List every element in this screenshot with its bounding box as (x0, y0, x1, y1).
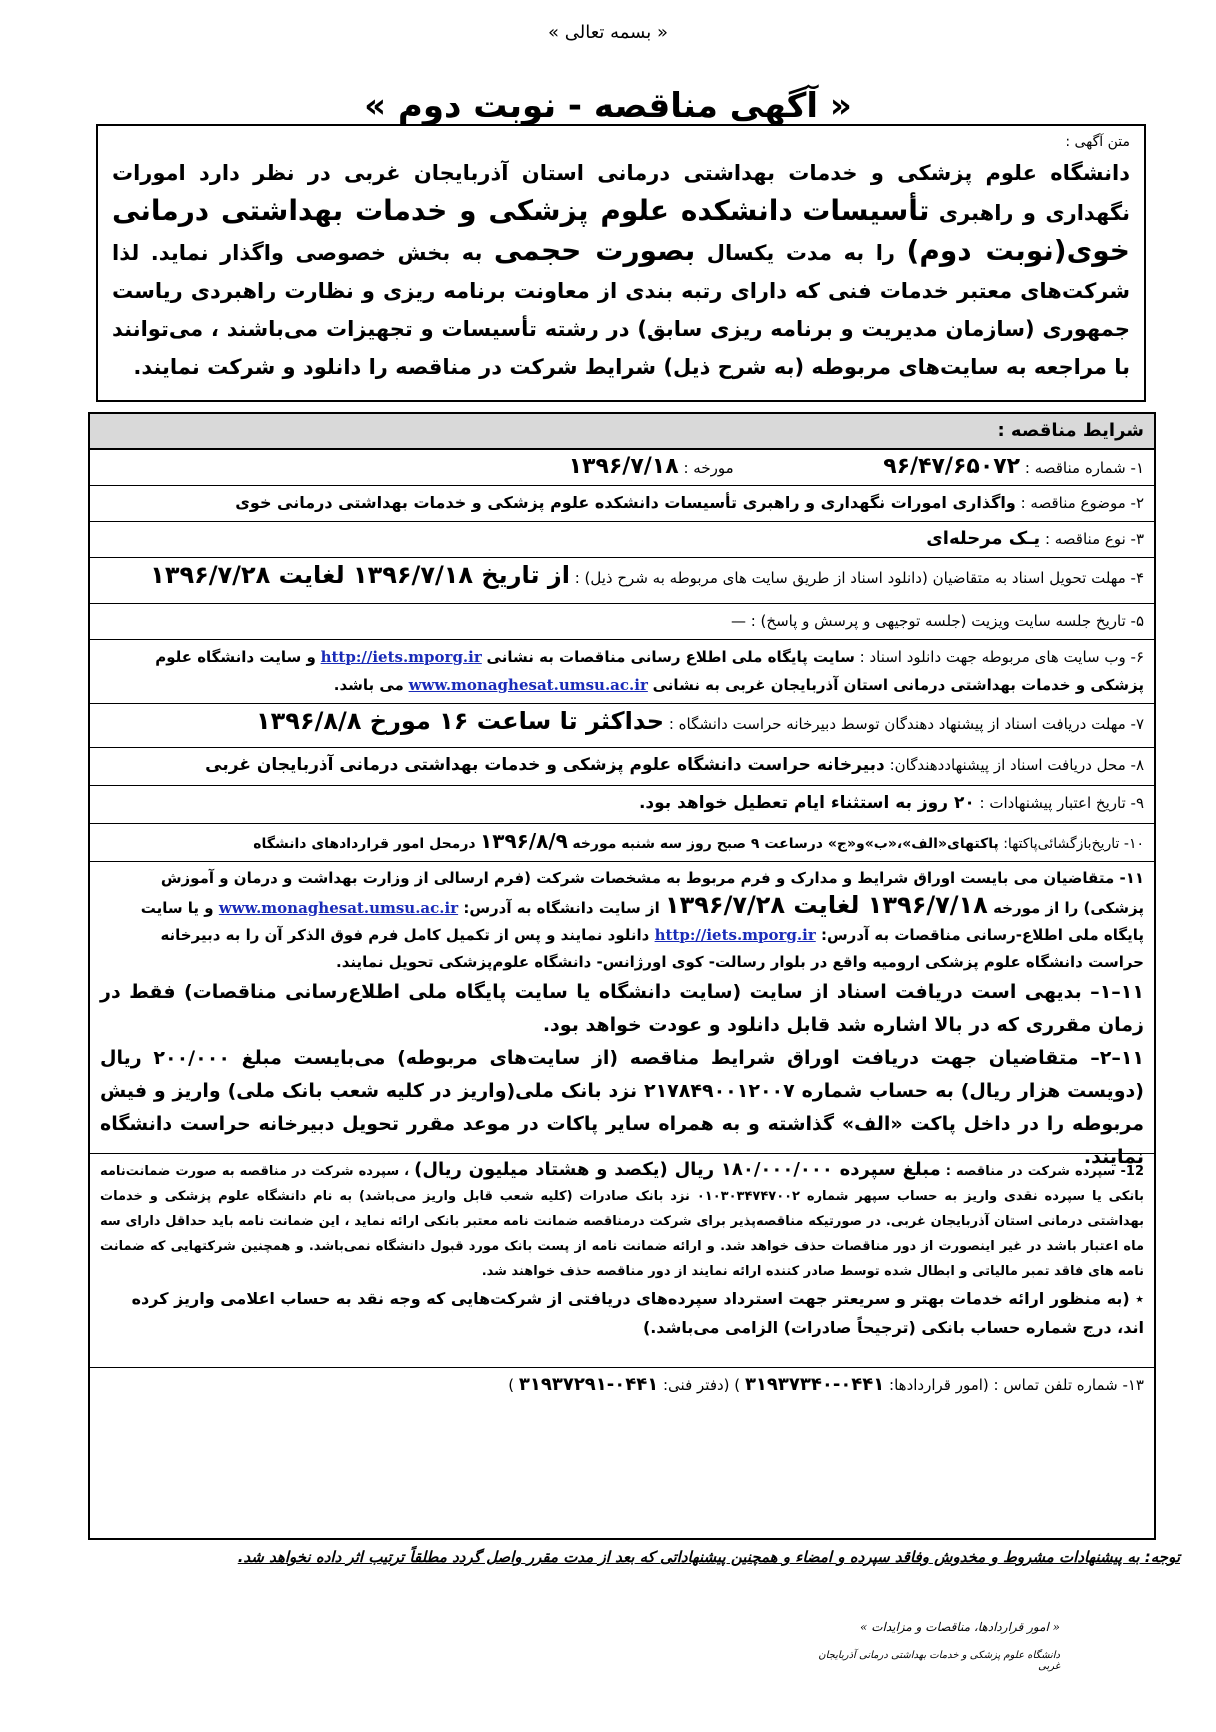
row13-mid: ) (دفتر فنی: (663, 1376, 741, 1394)
row8-label: ۸- محل دریافت اسناد از پیشنهاددهندگان: (889, 756, 1144, 774)
page-title: « آگهی مناقصه - نوبت دوم » (364, 86, 852, 126)
receive-place: دبیرخانه حراست دانشگاه علوم پزشکی و خدمات بهداشتی درمانی آذربایجان غربی (205, 755, 885, 775)
row3-label: ۳- نوع مناقصه : (1044, 530, 1144, 548)
row6-v2: و سایت دانشگاه علوم پزشکی و خدمات بهداشتی درمانی استان آذربایجان غربی به نشانی (155, 648, 1144, 694)
intro-text (112, 154, 1130, 386)
monaghesat-link[interactable]: www.monaghesat.umsu.ac.ir (408, 676, 648, 694)
row10-v1: پاکتهای«الف»،«ب»و«ج» درساعت ۹ صبح روز سه شنبه مورخه (572, 836, 999, 852)
phone-contracts: ۰۴۴۱-۳۱۹۳۷۳۴۰ (744, 1374, 885, 1395)
footer-note: توجه: به پیشنهادات مشروط و مخدوش وفاقد سپرده و امضاء و همچنین پیشنهاداتی که بعد از مدت مقرر واصل گردد مطلقاً ترتیب اثر داده نخواهد شد. (237, 1548, 1180, 1566)
row-delivery-deadline (90, 558, 1154, 604)
tender-type: یـک مرحله‌ای (926, 528, 1041, 549)
signature (800, 1620, 1060, 1680)
row-11 (90, 862, 1154, 1168)
row11-iets-link[interactable]: http://iets.mporg.ir (654, 926, 816, 944)
row13-end: ) (508, 1376, 515, 1394)
intro-label: متن آگهی : (1065, 134, 1130, 150)
row6-v1: سایت پایگاه ملی اطلاع رسانی مناقصات به نشانی (486, 648, 855, 666)
delivery-range: از تاریخ ۱۳۹۶/۷/۱۸ لغایت ۱۳۹۶/۷/۲۸ (150, 561, 570, 589)
intro-p2: را به مدت یکسال (706, 241, 895, 265)
conditions-box (88, 412, 1156, 1540)
row11-l3: و یا سایت پایگاه ملی اطلاع-رسانی مناقصات به آدرس: (140, 899, 1144, 944)
opening-date: ۱۳۹۶/۸/۹ (480, 829, 568, 853)
row4-label: ۴- مهلت تحویل اسناد به متقاضیان (دانلود اسناد از طریق سایت های مربوطه به شرح ذیل) : (574, 569, 1144, 587)
row11-sub2: ۱۱–۲– متقاضیان جهت دریافت اوراق شرایط مناقصه (از سایت‌های مربوطه) می‌بایست مبلغ ۲۰۰/۰۰۰ ریال (دویست هزار ریال) به حساب شماره ۲۱۷۸۴۹۰۰۱۲۰۰۷ نزد بانک ملی(واریز در کلیه شعب بانک ملی) واریز و فیش مربوطه را در داخل پاکت «الف» گذاشته و به همراه سایر پاکات در موعد مقرر تحویل دبیرخانه حراست دانشگاه نمایند. (100, 1047, 1145, 1168)
signature-line2: دانشگاه علوم پزشکی و خدمات بهداشتی درمانی آذربایجان غربی (818, 1650, 1060, 1672)
row-site-visit (90, 604, 1154, 640)
row11-monaghesat-link[interactable]: www.monaghesat.umsu.ac.ir (218, 899, 459, 917)
row11-l4: دانلود نمایند و پس از تکمیل کامل فرم فوق الذکر آن را به دبیرخانه حراست دانشگاه علوم پزشکی ارومیه واقع در بلوار رسالت- کوی اورژانس- دانشگاه علوم‌پزشکی تحویل نمایند. (160, 926, 1144, 971)
row1-label: ۱- شماره مناقصه : (1024, 459, 1144, 477)
intro-p1: دانشگاه علوم پزشکی و خدمات بهداشتی درمانی استان آذربایجان غربی در نظر دارد امورات نگهداری و راهبری (112, 161, 1131, 225)
row12-text: ، سپرده شرکت در مناقصه به صورت ضمانت‌نامه بانکی یا سپرده نقدی واریز به حساب سپهر شماره ۰۱۰۳۰۳۴۷۴۷۰۰۲ نزد بانک صادرات (کلیه شعب قابل واریز می‌باشد) به نام دانشگاه علوم پزشکی و خدمات بهداشتی درمانی استان آذربایجان غربی. در صورتیکه مناقصه‌پذیر برای شرکت درمناقصه ضمانت نامه معتبر بانکی ارائه نماید ، این ضمانت نامه باید حداقل دارای سه ماه اعتبار باشد در غیر اینصورت از دور مناقصات حذف خواهد شد. و ارائه ضمانت نامه از پست بانک مورد قبول دانشگاه نمی‌باشد. و همچنین شرکتهایی که ضمانت نامه های فاقد تمبر مالیاتی و ابطال شده توسط صادر کننده ارائه نمایند از دور مناقصه حذف خواهند شد. (100, 1164, 1144, 1279)
row13-label: ۱۳- شماره تلفن تماس : (امور قراردادها: (889, 1376, 1144, 1394)
row11-l2: از سایت دانشگاه به آدرس: (463, 899, 660, 917)
row-receive-place (90, 748, 1154, 786)
intro-p2-big: دانشکده علوم پزشکی و خدمات بهداشتی درمانی خوی(نوبت دوم) (112, 194, 1130, 267)
row9-label: ۹- تاریخ اعتبار پیشنهادات : (979, 794, 1144, 812)
deposit-amount: مبلغ سپرده ۱۸۰/۰۰۰/۰۰۰ ریال (یکصد و هشتاد میلیون ریال) (414, 1159, 941, 1180)
phone-technical: ۰۴۴۱-۳۱۹۳۷۲۹۱ (518, 1374, 659, 1395)
signature-line1: « امور قراردادها، مناقصات و مزایدات » (860, 1620, 1060, 1634)
basmala: « بسمه تعالی » (548, 22, 668, 43)
row1-date-label: مورخه : (683, 459, 734, 477)
row12-note: ٭ (به منظور ارائه خدمات بهتر و سریعتر جهت استرداد سپرده‌های دریافتی از شرکت‌هایی که وجه نقد به حساب اعلامی واریز کرده اند، درج شماره حساب بانکی (ترجیحاً صادرات) الزامی می‌باشد.) (131, 1289, 1144, 1337)
intro-box (96, 124, 1146, 402)
row10-v2: درمحل امور قراردادهای دانشگاه (253, 836, 476, 852)
intro-p2-big2: بصورت حجمی (493, 234, 696, 267)
validity: ۲۰ روز به استثناء ایام تعطیل خواهد بود. (638, 793, 975, 813)
row-subject (90, 486, 1154, 522)
row6-v3: می باشد. (333, 676, 404, 694)
row11-date-range: ۱۳۹۶/۷/۱۸ لغایت ۱۳۹۶/۷/۲۸ (664, 891, 988, 919)
row-validity (90, 786, 1154, 824)
intro-p1-big: تأسیسات (802, 194, 930, 227)
row12-label: 12- سپرده شرکت در مناقصه : (945, 1164, 1144, 1179)
receive-deadline: حداکثر تا ساعت ۱۶ مورخ ۱۳۹۶/۸/۸ (256, 707, 665, 735)
row6-label: ۶- وب سایت های مربوطه جهت دانلود اسناد : (859, 648, 1144, 666)
iets-link[interactable]: http://iets.mporg.ir (320, 648, 482, 666)
row11-l1: ۱۱- متقاضیان می بایست اوراق شرایط و مدارک و فرم مربوط به مشخصات شرکت (فرم ارسالی از وزارت بهداشت و درمان و آموزش پزشکی) را از مورخه (160, 869, 1144, 917)
tender-number: ۹۶/۴۷/۶۵۰۷۲ (883, 454, 1021, 479)
row-tender-number (90, 450, 1154, 486)
row10-label: ۱۰- تاریخ‌بازگشائی‌پاکتها: (1003, 836, 1144, 852)
tender-subject: واگذاری امورات نگهداری و راهبری تأسیسات دانشکده علوم پزشکی و خدمات بهداشتی درمانی خوی (235, 493, 1016, 512)
row-opening (90, 824, 1154, 862)
row5-label: ۵- تاریخ جلسه سایت ویزیت (جلسه توجیهی و پرسش و پاسخ) : — (730, 612, 1144, 630)
conditions-title: شرایط مناقصه : (90, 414, 1154, 450)
row-contact (90, 1368, 1154, 1410)
row-12 (90, 1154, 1154, 1368)
row-type (90, 522, 1154, 558)
row7-label: ۷- مهلت دریافت اسناد از پیشنهاد دهندگان توسط دبیرخانه حراست دانشگاه : (668, 715, 1144, 733)
row2-label: ۲- موضوع مناقصه : (1020, 494, 1144, 512)
row-receive-deadline (90, 704, 1154, 748)
intro-p3: به بخش خصوصی واگذار نماید. لذا شرکت‌های معتبر خدمات فنی که دارای رتبه بندی از معاونت برنامه ریزی و نظارت راهبردی ریاست جمهوری (سازمان مدیریت و برنامه ریزی سابق) در رشته تأسیسات و تجهیزات می‌باشند ، می‌توانند با مراجعه به سایت‌های مربوطه (به شرح ذیل) شرایط شرکت در مناقصه را دانلود و شرکت نمایند. (112, 241, 1130, 379)
row11-sub1: ۱۱–۱– بدیهی است دریافت اسناد از سایت (سایت دانشگاه یا سایت پایگاه ملی اطلاع‌رسانی مناقصات) فقط در زمان مقرری که در بالا اشاره شد قابل دانلود و عودت خواهد بود. (100, 981, 1144, 1036)
row-websites (90, 640, 1154, 704)
tender-date: ۱۳۹۶/۷/۱۸ (568, 454, 679, 479)
